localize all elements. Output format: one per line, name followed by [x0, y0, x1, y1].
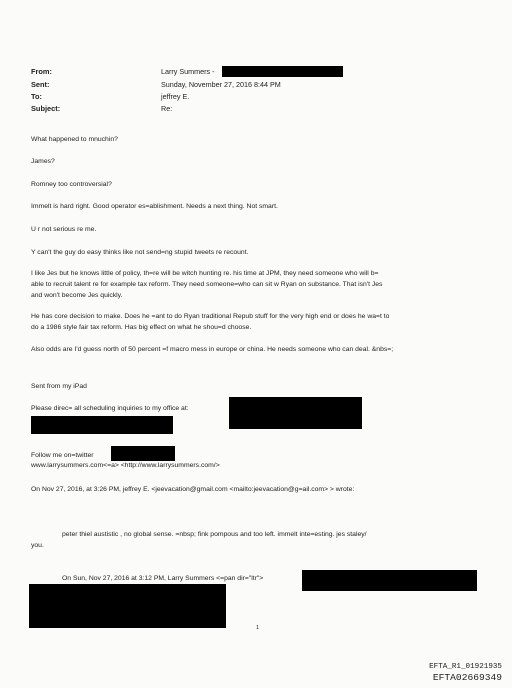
body-line: What happened to mnuchin?	[31, 136, 118, 143]
scheduling-line: Please direc= all scheduling inquiries to my office at:	[31, 405, 189, 412]
body-line: Also odds are I'd guess north of 50 percent =f macro mess in europe or china. He needs someone who can deal. &nbs=;	[31, 346, 394, 353]
quoted-line: you.	[31, 542, 44, 549]
sent-label: Sent:	[31, 80, 50, 89]
body-line: He has core decision to make. Does he =ant to do Ryan traditional Repub stuff for the very high end or does he wa=t to	[31, 313, 390, 320]
body-line: I like Jes but he knows little of policy, th=re will be witch hunting re. his time at JPM, they need someone who will b=	[31, 270, 379, 277]
follow-line: Follow me on=twitter	[31, 452, 94, 459]
body-line: James?	[31, 158, 55, 165]
page-number: 1	[256, 625, 260, 631]
subject-value: Re:	[161, 104, 173, 113]
body-line: Immelt is hard right. Good operator es=ablishment. Needs a next thing. Not smart.	[31, 203, 278, 210]
from-value: Larry Summers -	[161, 67, 215, 76]
redaction-email-nested	[302, 570, 477, 591]
redaction-office-contact-2	[31, 416, 173, 434]
body-line: able to recruit talent re for example tax reform. They need someone=who can sit w Ryan on substance. That isn't Jes	[31, 281, 383, 288]
footer-bates-2: EFTA02669349	[432, 672, 502, 683]
sent-from-line: Sent from my iPad	[31, 383, 87, 390]
to-label: To:	[31, 92, 42, 101]
redaction-twitter-handle	[111, 446, 175, 461]
footer-bates-1: EFTA_R1_01921935	[429, 663, 502, 671]
quoted-line: peter thiel austistic , no global sense. =nbsp; fink pompous and too left. immelt inte=esting. jes staley/	[62, 531, 367, 538]
body-line: do a 1986 style fair tax reform. Has big effect on what he shou=d choose.	[31, 324, 252, 331]
redaction-office-contact	[229, 397, 362, 429]
subject-label: Subject:	[31, 104, 61, 113]
body-line: and won't become Jes quickly.	[31, 292, 123, 299]
body-line: Y can't the guy do easy thinks like not send=ng stupid tweets re recount.	[31, 249, 249, 256]
from-label: From:	[31, 67, 52, 76]
redaction-block	[29, 584, 226, 628]
to-value: jeffrey E.	[161, 92, 190, 101]
body-line: Romney too controversial?	[31, 181, 112, 188]
website-line: www.larrysummers.com<=a> <http://www.larrysummers.com/>	[31, 462, 220, 469]
body-line: U r not serious re me.	[31, 226, 97, 233]
quote-header-line: On Nov 27, 2016, at 3:26 PM, jeffrey E. <jeevacation@gmail.com <mailto:jeevacation@g=ail.com> > wrote:	[31, 486, 355, 493]
nested-quote-header: On Sun, Nov 27, 2016 at 3:12 PM, Larry Summers <=pan dir="ltr">	[62, 575, 264, 582]
redaction-email-address	[222, 66, 343, 77]
sent-value: Sunday, November 27, 2016 8:44 PM	[161, 80, 281, 89]
